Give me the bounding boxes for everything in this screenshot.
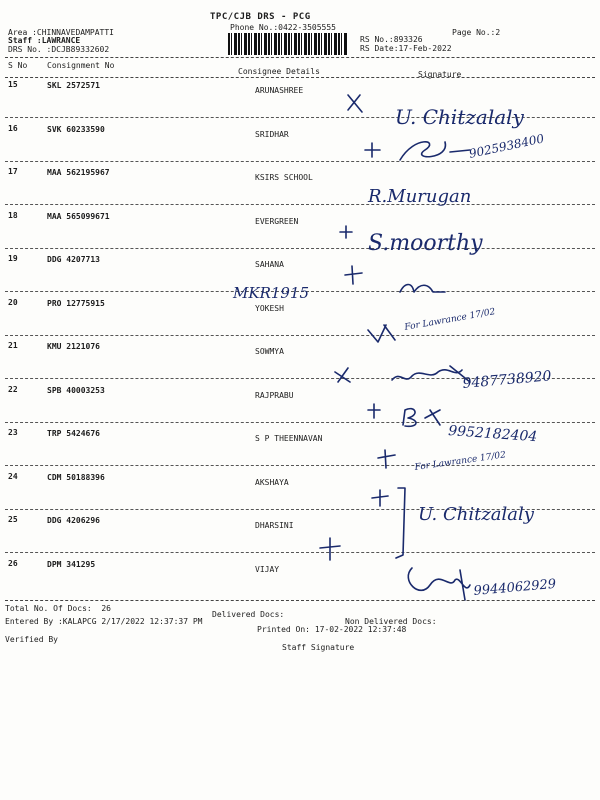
row-consignment-no: KMU 2121076: [47, 342, 100, 351]
row-divider: [5, 465, 595, 466]
row-divider: [5, 378, 595, 379]
row-consignee: SAHANA: [255, 260, 284, 269]
signature-row-22-scribble: [403, 409, 440, 427]
rs-date: RS Date:17-Feb-2022: [360, 44, 452, 53]
page-number: Page No.:2: [452, 28, 501, 37]
col-consignment-no: Consignment No: [47, 61, 115, 70]
row-sno: 24: [8, 471, 18, 481]
row-sno: 20: [8, 297, 18, 307]
plus-mark: [345, 266, 362, 284]
verified-by: Verified By: [5, 635, 58, 644]
row-consignee: RAJPRABU: [255, 390, 294, 400]
phone-row-21: 9487738920: [461, 368, 553, 392]
signature-row-20-mark: [368, 325, 395, 342]
signature-row-26-scribble: [408, 568, 470, 600]
row-sno: 19: [8, 254, 18, 263]
row-consignment-no: SPB 40003253: [47, 385, 105, 395]
row-consignee: SRIDHAR: [255, 129, 289, 139]
total-docs: Total No. Of Docs: 26: [5, 604, 111, 613]
row-consignment-no: MAA 562195967: [47, 168, 110, 177]
non-delivered-docs: Non Delivered Docs:: [345, 617, 437, 626]
rs-number: RS No.:893326: [360, 35, 423, 44]
row-sno: 22: [8, 384, 18, 394]
row-sno: 23: [8, 428, 18, 437]
col-signature: Signature: [418, 70, 462, 79]
tick-mark: [348, 95, 362, 112]
row-divider: [5, 117, 595, 118]
staff-signature: Staff Signature: [282, 643, 355, 652]
signature-row-17: R.Murugan: [368, 186, 472, 207]
row-divider: [5, 204, 595, 205]
row-sno: 18: [8, 210, 18, 220]
phone-number: Phone No.:0422-3505555: [230, 23, 336, 32]
row-consignment-no: TRP 5424676: [47, 429, 100, 438]
row-consignment-no: SVK 60233590: [47, 124, 105, 134]
area-label: Area :CHINNAVEDAMPATTI: [8, 28, 114, 37]
plus-mark: [365, 143, 380, 157]
signature-row-18: S.moorthy: [368, 231, 483, 256]
staff-label: Staff :LAWRANCE: [8, 36, 81, 45]
footer-divider: [5, 600, 595, 601]
row-consignee: ARUNASHREE: [255, 86, 304, 95]
row-consignment-no: MAA 565099671: [47, 211, 110, 221]
signature-row-16-scribble: [400, 142, 470, 160]
row-sno: 17: [8, 167, 18, 176]
row-sno: 21: [8, 341, 18, 350]
row-consignee: SOWMYA: [255, 347, 284, 356]
row-consignment-no: PRO 12775915: [47, 298, 105, 308]
row-sno: 26: [8, 558, 18, 568]
signature-row-15: U. Chitzalaly: [395, 105, 524, 129]
printed-on: Printed On: 17-02-2022 12:37:48: [257, 625, 407, 634]
barcode: [228, 33, 348, 55]
row-sno: 16: [8, 123, 18, 133]
row-consignee: YOKESH: [255, 303, 284, 313]
row-consignee: DHARSINI: [255, 521, 294, 530]
bracket-mark: [396, 488, 405, 558]
row-divider: [5, 422, 595, 423]
plus-mark: [368, 404, 380, 418]
signature-row-25: U. Chitzalaly: [418, 504, 534, 525]
row-consignment-no: DPM 341295: [47, 559, 96, 569]
row-consignment-no: SKL 2572571: [47, 81, 100, 90]
row-consignee: VIJAY: [255, 564, 280, 574]
phone-row-16: 9025938400: [467, 131, 546, 161]
plus-mark: [320, 538, 340, 560]
plus-mark: [372, 490, 388, 506]
row-consignee: S P THEENNAVAN: [255, 434, 323, 443]
row-consignment-no: CDM 50188396: [47, 472, 105, 482]
plus-mark: [340, 226, 352, 238]
row-consignee: KSIRS SCHOOL: [255, 173, 313, 182]
drs-number: DRS No. :DCJB89332602: [8, 45, 110, 54]
signature-row-21-scribble: [392, 366, 470, 382]
col-sno: S No: [8, 61, 28, 70]
document-title: TPC/CJB DRS - PCG: [210, 12, 311, 22]
row-divider: [5, 161, 595, 162]
row-consignment-no: DDG 4207713: [47, 255, 100, 264]
row-sno: 25: [8, 515, 18, 524]
delivered-docs: Delivered Docs:: [212, 610, 285, 619]
row-sno: 15: [8, 80, 18, 89]
note-row-23: For Lawrance 17/02: [414, 450, 507, 473]
row-divider: [5, 552, 595, 553]
row-consignee: EVERGREEN: [255, 216, 299, 226]
col-consignee-details: Consignee Details: [238, 67, 320, 76]
row-divider: [5, 291, 595, 292]
row-divider: [5, 335, 595, 336]
note-row-20: For Lawrance 17/02: [403, 307, 497, 333]
signature-row-19-name: MKR1915: [233, 284, 310, 302]
row-divider: [5, 248, 595, 249]
phone-row-26: 9944062929: [473, 576, 557, 599]
header-divider-bottom: [5, 77, 595, 78]
tick-mark: [335, 368, 350, 382]
row-consignment-no: DDG 4206296: [47, 516, 100, 525]
row-consignee: AKSHAYA: [255, 477, 289, 487]
row-divider: [5, 509, 595, 510]
entered-by: Entered By :KALAPCG 2/17/2022 12:37:37 PM: [5, 617, 203, 626]
phone-row-22: 9952182404: [447, 423, 538, 446]
header-divider-top: [5, 57, 595, 58]
